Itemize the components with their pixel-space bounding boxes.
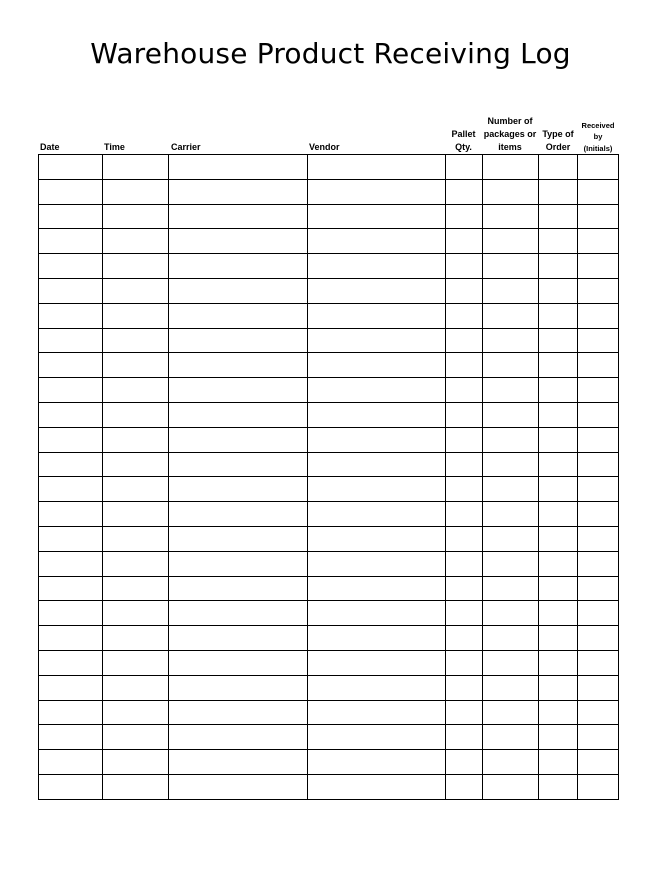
table-row <box>39 725 619 750</box>
cell-type-of-order[interactable] <box>539 626 578 651</box>
cell-pallet-qty[interactable] <box>446 179 483 204</box>
cell-carrier[interactable] <box>169 551 308 576</box>
table-row <box>39 774 619 799</box>
cell-packages[interactable] <box>483 303 539 328</box>
cell-received-by[interactable] <box>578 427 619 452</box>
cell-type-of-order[interactable] <box>539 576 578 601</box>
cell-date[interactable] <box>39 774 103 799</box>
cell-pallet-qty[interactable] <box>446 601 483 626</box>
cell-type-of-order[interactable] <box>539 700 578 725</box>
cell-type-of-order[interactable] <box>539 725 578 750</box>
cell-pallet-qty[interactable] <box>446 204 483 229</box>
cell-pallet-qty[interactable] <box>446 278 483 303</box>
cell-date[interactable] <box>39 526 103 551</box>
cell-vendor[interactable] <box>308 378 446 403</box>
cell-vendor[interactable] <box>308 477 446 502</box>
cell-packages[interactable] <box>483 278 539 303</box>
cell-received-by[interactable] <box>578 204 619 229</box>
cell-vendor[interactable] <box>308 155 446 180</box>
cell-received-by[interactable] <box>578 675 619 700</box>
cell-packages[interactable] <box>483 477 539 502</box>
cell-carrier[interactable] <box>169 402 308 427</box>
cell-received-by[interactable] <box>578 725 619 750</box>
cell-pallet-qty[interactable] <box>446 303 483 328</box>
cell-carrier[interactable] <box>169 278 308 303</box>
cell-vendor[interactable] <box>308 402 446 427</box>
cell-packages[interactable] <box>483 229 539 254</box>
cell-date[interactable] <box>39 155 103 180</box>
receiving-log-table <box>38 154 619 800</box>
cell-date[interactable] <box>39 179 103 204</box>
cell-pallet-qty[interactable] <box>446 551 483 576</box>
cell-received-by[interactable] <box>578 378 619 403</box>
cell-packages[interactable] <box>483 601 539 626</box>
cell-date[interactable] <box>39 402 103 427</box>
cell-type-of-order[interactable] <box>539 204 578 229</box>
cell-carrier[interactable] <box>169 601 308 626</box>
cell-vendor[interactable] <box>308 502 446 527</box>
cell-time[interactable] <box>103 551 169 576</box>
cell-packages[interactable] <box>483 427 539 452</box>
cell-received-by[interactable] <box>578 402 619 427</box>
cell-time[interactable] <box>103 254 169 279</box>
cell-time[interactable] <box>103 650 169 675</box>
cell-time[interactable] <box>103 402 169 427</box>
cell-vendor[interactable] <box>308 179 446 204</box>
cell-date[interactable] <box>39 551 103 576</box>
cell-carrier[interactable] <box>169 576 308 601</box>
cell-type-of-order[interactable] <box>539 452 578 477</box>
cell-carrier[interactable] <box>169 353 308 378</box>
cell-received-by[interactable] <box>578 278 619 303</box>
cell-packages[interactable] <box>483 402 539 427</box>
cell-type-of-order[interactable] <box>539 179 578 204</box>
cell-carrier[interactable] <box>169 427 308 452</box>
cell-packages[interactable] <box>483 750 539 775</box>
cell-received-by[interactable] <box>578 551 619 576</box>
page-title: Warehouse Product Receiving Log <box>90 37 571 70</box>
cell-pallet-qty[interactable] <box>446 328 483 353</box>
cell-vendor[interactable] <box>308 650 446 675</box>
cell-pallet-qty[interactable] <box>446 700 483 725</box>
cell-received-by[interactable] <box>578 750 619 775</box>
cell-received-by[interactable] <box>578 452 619 477</box>
cell-type-of-order[interactable] <box>539 402 578 427</box>
table-row <box>39 750 619 775</box>
cell-pallet-qty[interactable] <box>446 378 483 403</box>
cell-pallet-qty[interactable] <box>446 725 483 750</box>
cell-vendor[interactable] <box>308 204 446 229</box>
cell-pallet-qty[interactable] <box>446 502 483 527</box>
cell-packages[interactable] <box>483 650 539 675</box>
cell-received-by[interactable] <box>578 526 619 551</box>
cell-carrier[interactable] <box>169 229 308 254</box>
cell-date[interactable] <box>39 427 103 452</box>
cell-type-of-order[interactable] <box>539 353 578 378</box>
cell-type-of-order[interactable] <box>539 774 578 799</box>
cell-date[interactable] <box>39 229 103 254</box>
cell-time[interactable] <box>103 700 169 725</box>
cell-carrier[interactable] <box>169 452 308 477</box>
cell-time[interactable] <box>103 774 169 799</box>
cell-date[interactable] <box>39 650 103 675</box>
cell-received-by[interactable] <box>578 254 619 279</box>
table-row <box>39 229 619 254</box>
cell-packages[interactable] <box>483 254 539 279</box>
table-row <box>39 650 619 675</box>
column-header-type-of-order: Type of Order <box>542 129 574 152</box>
cell-type-of-order[interactable] <box>539 155 578 180</box>
cell-pallet-qty[interactable] <box>446 675 483 700</box>
table-row <box>39 477 619 502</box>
cell-received-by[interactable] <box>578 774 619 799</box>
cell-vendor[interactable] <box>308 774 446 799</box>
cell-vendor[interactable] <box>308 551 446 576</box>
cell-packages[interactable] <box>483 328 539 353</box>
column-header-time: Time <box>104 142 125 152</box>
cell-pallet-qty[interactable] <box>446 254 483 279</box>
cell-type-of-order[interactable] <box>539 378 578 403</box>
cell-time[interactable] <box>103 278 169 303</box>
column-header-date: Date <box>40 142 60 152</box>
cell-pallet-qty[interactable] <box>446 750 483 775</box>
cell-type-of-order[interactable] <box>539 229 578 254</box>
cell-vendor[interactable] <box>308 328 446 353</box>
column-header-vendor: Vendor <box>309 142 340 152</box>
cell-pallet-qty[interactable] <box>446 576 483 601</box>
cell-vendor[interactable] <box>308 576 446 601</box>
cell-type-of-order[interactable] <box>539 551 578 576</box>
cell-type-of-order[interactable] <box>539 328 578 353</box>
cell-vendor[interactable] <box>308 229 446 254</box>
cell-packages[interactable] <box>483 576 539 601</box>
cell-packages[interactable] <box>483 353 539 378</box>
cell-time[interactable] <box>103 353 169 378</box>
table-row <box>39 179 619 204</box>
table-row <box>39 626 619 651</box>
cell-received-by[interactable] <box>578 601 619 626</box>
cell-received-by[interactable] <box>578 626 619 651</box>
cell-vendor[interactable] <box>308 254 446 279</box>
cell-received-by[interactable] <box>578 179 619 204</box>
cell-time[interactable] <box>103 601 169 626</box>
cell-carrier[interactable] <box>169 179 308 204</box>
cell-pallet-qty[interactable] <box>446 427 483 452</box>
cell-date[interactable] <box>39 725 103 750</box>
cell-vendor[interactable] <box>308 700 446 725</box>
cell-received-by[interactable] <box>578 650 619 675</box>
cell-date[interactable] <box>39 452 103 477</box>
cell-packages[interactable] <box>483 725 539 750</box>
table-row <box>39 303 619 328</box>
cell-carrier[interactable] <box>169 477 308 502</box>
cell-received-by[interactable] <box>578 328 619 353</box>
cell-type-of-order[interactable] <box>539 477 578 502</box>
cell-vendor[interactable] <box>308 675 446 700</box>
cell-packages[interactable] <box>483 626 539 651</box>
log-body <box>39 155 619 800</box>
cell-pallet-qty[interactable] <box>446 477 483 502</box>
cell-carrier[interactable] <box>169 750 308 775</box>
cell-time[interactable] <box>103 477 169 502</box>
cell-date[interactable] <box>39 204 103 229</box>
cell-received-by[interactable] <box>578 303 619 328</box>
cell-packages[interactable] <box>483 675 539 700</box>
cell-type-of-order[interactable] <box>539 278 578 303</box>
table-row <box>39 155 619 180</box>
cell-packages[interactable] <box>483 378 539 403</box>
table-row <box>39 551 619 576</box>
cell-received-by[interactable] <box>578 700 619 725</box>
column-header-carrier: Carrier <box>171 142 201 152</box>
cell-carrier[interactable] <box>169 378 308 403</box>
cell-date[interactable] <box>39 303 103 328</box>
cell-date[interactable] <box>39 601 103 626</box>
cell-date[interactable] <box>39 502 103 527</box>
cell-received-by[interactable] <box>578 353 619 378</box>
cell-vendor[interactable] <box>308 353 446 378</box>
cell-vendor[interactable] <box>308 278 446 303</box>
cell-carrier[interactable] <box>169 650 308 675</box>
cell-carrier[interactable] <box>169 155 308 180</box>
column-header-number-of-packages: Number of packages or items <box>483 116 537 152</box>
cell-vendor[interactable] <box>308 601 446 626</box>
cell-received-by[interactable] <box>578 502 619 527</box>
cell-carrier[interactable] <box>169 303 308 328</box>
table-row <box>39 353 619 378</box>
table-row <box>39 254 619 279</box>
cell-carrier[interactable] <box>169 774 308 799</box>
cell-pallet-qty[interactable] <box>446 526 483 551</box>
cell-type-of-order[interactable] <box>539 675 578 700</box>
column-header-received-by: Received by (Initials) <box>581 120 615 153</box>
table-row <box>39 576 619 601</box>
table-row <box>39 700 619 725</box>
cell-time[interactable] <box>103 502 169 527</box>
table-header <box>0 100 661 155</box>
cell-time[interactable] <box>103 229 169 254</box>
cell-type-of-order[interactable] <box>539 502 578 527</box>
cell-vendor[interactable] <box>308 526 446 551</box>
column-header-pallet-qty: Pallet Qty. <box>451 129 476 152</box>
cell-pallet-qty[interactable] <box>446 402 483 427</box>
cell-type-of-order[interactable] <box>539 601 578 626</box>
cell-pallet-qty[interactable] <box>446 353 483 378</box>
cell-date[interactable] <box>39 576 103 601</box>
cell-carrier[interactable] <box>169 328 308 353</box>
cell-type-of-order[interactable] <box>539 427 578 452</box>
cell-time[interactable] <box>103 204 169 229</box>
cell-time[interactable] <box>103 155 169 180</box>
cell-date[interactable] <box>39 477 103 502</box>
cell-vendor[interactable] <box>308 452 446 477</box>
table-row <box>39 204 619 229</box>
cell-packages[interactable] <box>483 502 539 527</box>
cell-vendor[interactable] <box>308 303 446 328</box>
cell-date[interactable] <box>39 626 103 651</box>
table-row <box>39 328 619 353</box>
cell-pallet-qty[interactable] <box>446 452 483 477</box>
cell-carrier[interactable] <box>169 675 308 700</box>
cell-pallet-qty[interactable] <box>446 774 483 799</box>
cell-date[interactable] <box>39 700 103 725</box>
cell-time[interactable] <box>103 626 169 651</box>
cell-vendor[interactable] <box>308 626 446 651</box>
cell-date[interactable] <box>39 353 103 378</box>
table-row <box>39 452 619 477</box>
cell-type-of-order[interactable] <box>539 303 578 328</box>
cell-packages[interactable] <box>483 452 539 477</box>
cell-time[interactable] <box>103 576 169 601</box>
cell-date[interactable] <box>39 254 103 279</box>
cell-type-of-order[interactable] <box>539 526 578 551</box>
cell-vendor[interactable] <box>308 427 446 452</box>
cell-time[interactable] <box>103 675 169 700</box>
cell-packages[interactable] <box>483 700 539 725</box>
cell-time[interactable] <box>103 427 169 452</box>
table-row <box>39 402 619 427</box>
table-row <box>39 427 619 452</box>
cell-received-by[interactable] <box>578 155 619 180</box>
cell-carrier[interactable] <box>169 725 308 750</box>
cell-vendor[interactable] <box>308 725 446 750</box>
cell-type-of-order[interactable] <box>539 650 578 675</box>
cell-pallet-qty[interactable] <box>446 155 483 180</box>
cell-packages[interactable] <box>483 179 539 204</box>
cell-date[interactable] <box>39 378 103 403</box>
cell-type-of-order[interactable] <box>539 750 578 775</box>
cell-packages[interactable] <box>483 526 539 551</box>
cell-pallet-qty[interactable] <box>446 650 483 675</box>
cell-carrier[interactable] <box>169 626 308 651</box>
table-row <box>39 675 619 700</box>
cell-vendor[interactable] <box>308 750 446 775</box>
cell-time[interactable] <box>103 452 169 477</box>
table-row <box>39 601 619 626</box>
table-row <box>39 378 619 403</box>
cell-time[interactable] <box>103 750 169 775</box>
cell-time[interactable] <box>103 378 169 403</box>
cell-carrier[interactable] <box>169 700 308 725</box>
cell-time[interactable] <box>103 328 169 353</box>
cell-received-by[interactable] <box>578 229 619 254</box>
table-row <box>39 502 619 527</box>
cell-carrier[interactable] <box>169 254 308 279</box>
cell-carrier[interactable] <box>169 204 308 229</box>
cell-packages[interactable] <box>483 204 539 229</box>
cell-pallet-qty[interactable] <box>446 229 483 254</box>
cell-packages[interactable] <box>483 551 539 576</box>
table-row <box>39 278 619 303</box>
cell-date[interactable] <box>39 328 103 353</box>
cell-date[interactable] <box>39 750 103 775</box>
cell-date[interactable] <box>39 278 103 303</box>
cell-packages[interactable] <box>483 155 539 180</box>
cell-time[interactable] <box>103 303 169 328</box>
cell-received-by[interactable] <box>578 477 619 502</box>
cell-time[interactable] <box>103 725 169 750</box>
cell-received-by[interactable] <box>578 576 619 601</box>
cell-time[interactable] <box>103 526 169 551</box>
cell-type-of-order[interactable] <box>539 254 578 279</box>
cell-carrier[interactable] <box>169 502 308 527</box>
cell-pallet-qty[interactable] <box>446 626 483 651</box>
cell-packages[interactable] <box>483 774 539 799</box>
cell-time[interactable] <box>103 179 169 204</box>
cell-date[interactable] <box>39 675 103 700</box>
cell-carrier[interactable] <box>169 526 308 551</box>
table-row <box>39 526 619 551</box>
